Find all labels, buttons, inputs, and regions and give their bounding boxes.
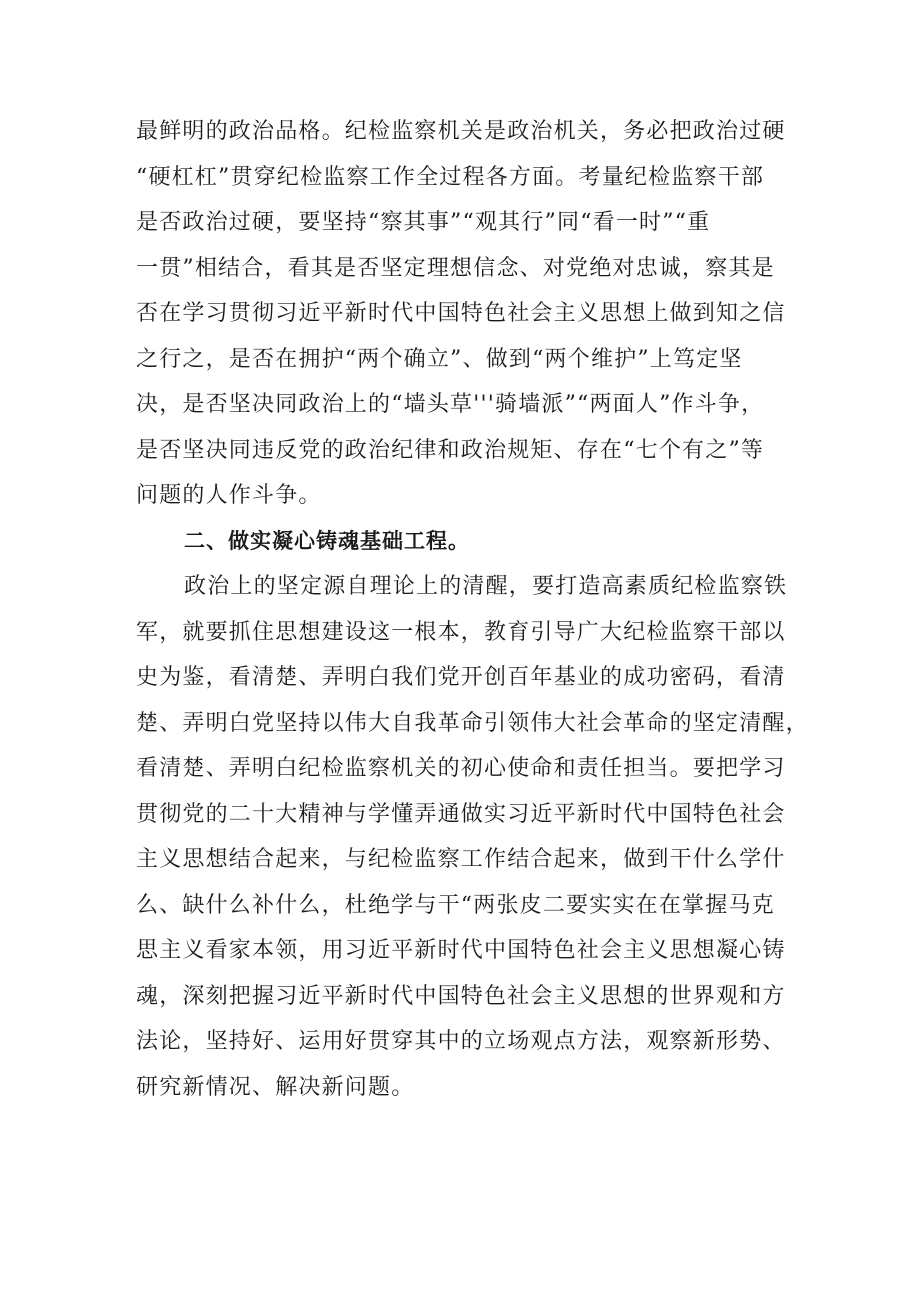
text-line: 魂，深刻把握习近平新时代中国特色社会主义思想的世界观和方 [136,983,786,1009]
text-line: 一贯”相结合，看其是否坚定理想信念、对党绝对忠诚，察其是 [136,255,775,281]
section-heading: 二、做实凝心铸魂基础工程。 [184,528,470,553]
text-line: “硬杠杠”贯穿纪检监察工作全过程各方面。考量纪检监察干部 [136,164,765,190]
text-line: 决，是否坚决同政治上的“墙头草'''骑墙派”“两面人”作斗争， [136,392,765,417]
text-line: 主义思想结合起来，与纪检监察工作结合起来，做到干什么学什 [136,847,786,872]
text-line: 军，就要抓住思想建设这一根本，教育引导广大纪检监察干部以 [136,619,786,645]
text-line: 法论，坚持好、运用好贯穿其中的立场观点方法，观察新形势、 [136,1029,786,1054]
text-line: 研究新情况、解决新问题。 [136,1074,415,1100]
paragraph-2 [136,564,809,1110]
text-line: 否在学习贯彻习近平新时代中国特色社会主义思想上做到知之信 [136,301,786,326]
text-line: 之行之，是否在拥护“两个确立”、做到“两个维护”上笃定坚 [136,346,743,372]
text-line: 政治上的坚定源自理论上的清醒，要打造高素质纪检监察铁 [184,574,788,599]
text-line: 楚、弄明白党坚持以伟大自我革命引领伟大社会革命的坚定清醒， [136,710,809,736]
text-line: 贯彻党的二十大精神与学懂弄通做实习近平新时代中国特色社会 [136,801,786,827]
document-body [136,109,809,1110]
text-line: 最鲜明的政治品格。纪检监察机关是政治机关，务必把政治过硬 [136,119,786,144]
text-line: 史为鉴，看清楚、弄明白我们党开创百年基业的成功密码，看清 [136,665,786,690]
text-line: 么、缺什么补什么，杜绝学与干“两张皮二要实实在在掌握马克 [136,892,775,918]
text-line: 思主义看家本领，用习近平新时代中国特色社会主义思想凝心铸 [136,938,786,963]
text-line: 是否政治过硬，要坚持“察其事”“观其行”同“看一时”“重 [136,210,711,235]
paragraph-1 [136,109,796,519]
text-line: 问题的人作斗争。 [136,483,322,508]
text-line: 是否坚决同违反党的政治纪律和政治规矩、存在“七个有之”等 [136,437,765,463]
text-line: 看清楚、弄明白纪检监察机关的初心使命和责任担当。要把学习 [136,756,786,781]
